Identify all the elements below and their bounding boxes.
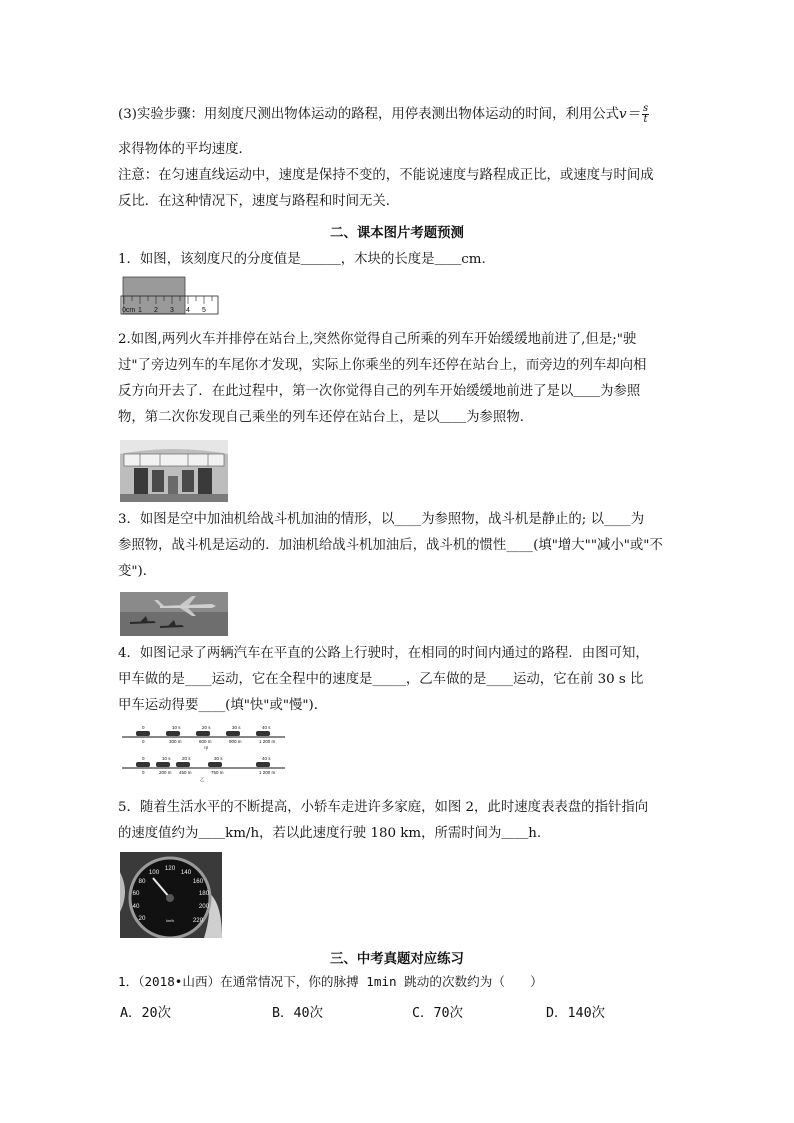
track-label: 甲 <box>204 746 209 751</box>
aerial-refueling-image <box>120 592 228 636</box>
distance-label: 600 m <box>199 739 212 744</box>
dial-number: 60 <box>132 890 140 897</box>
train-interior-image <box>120 440 228 502</box>
two-cars-diagram <box>120 722 290 782</box>
time-label: 30 s <box>214 756 223 761</box>
distance-label: 750 m <box>211 770 224 775</box>
distance-label: 0 <box>142 739 145 744</box>
option-b: B．40次 <box>272 1006 323 1021</box>
track-label: 乙 <box>200 777 205 782</box>
question-4-line-3: 甲车运动得要____(填"快"或"慢")． <box>118 698 328 713</box>
ruler-figure <box>120 276 220 316</box>
distance-label: 300 m <box>169 739 182 744</box>
ruler-label: 0cm <box>122 307 136 314</box>
time-label: 40 s <box>262 725 271 730</box>
formula-fraction <box>642 104 649 125</box>
time-label: 40 s <box>262 756 271 761</box>
question-2-line-2: 过"了旁边列车的车尾你才发现，实际上你乘坐的列车还停在站台上，而旁边的列车却向相 <box>118 358 647 373</box>
dial-unit: km/h <box>166 919 174 923</box>
track-yi <box>122 756 285 782</box>
time-label: 10 s <box>162 756 171 761</box>
dial-number: 220 <box>192 917 204 924</box>
step3-text: (3)实验步骤：用刻度尺测出物体运动的路程，用停表测出物体运动的时间，利用公式 <box>118 107 620 122</box>
question-3-line-1: 3．如图是空中加油机给战斗机加油的情形，以____为参照物，战斗机是静止的; 以____为 <box>118 512 645 527</box>
dial-number: 120 <box>164 865 176 872</box>
dial-number: 80 <box>138 878 146 885</box>
ruler-label: 4 <box>186 307 190 314</box>
track-jia <box>122 725 285 752</box>
question-2-line-4: 物，第二次你发现自己乘坐的列车还停在站台上，是以＿＿为参照物． <box>118 410 534 425</box>
question-2-line-1: 2.如图,两列火车并排停在站台上,突然你觉得自己所乘的列车开始缓缓地前进了,但是;"驶 <box>118 332 637 347</box>
step3-line-2: 求得物体的平均速度． <box>118 142 252 157</box>
option-a: A．20次 <box>120 1006 171 1021</box>
question-4-line-1: 4．如图记录了两辆汽车在平直的公路上行驶时，在相同的时间内通过的路程．由图可知， <box>118 646 649 661</box>
time-label: 20 s <box>182 756 191 761</box>
option-d: D．140次 <box>546 1006 606 1021</box>
time-label: 0 <box>142 725 145 730</box>
speedometer-image <box>120 852 222 938</box>
dial-number: 140 <box>180 869 192 876</box>
ruler-label: 3 <box>170 307 174 314</box>
distance-label: 1 200 m <box>259 770 276 775</box>
formula-denominator: t <box>643 114 648 125</box>
option-c: C．70次 <box>412 1006 463 1021</box>
step3-line <box>118 104 678 125</box>
question-3-line-2: 参照物，战斗机是运动的．加油机给战斗机加油后，战斗机的惯性____(填"增大""减小"或"不 <box>118 538 663 553</box>
distance-label: 1 200 m <box>259 739 276 744</box>
question-3-line-3: 变")． <box>118 564 157 579</box>
dial-number: 160 <box>192 878 204 885</box>
time-label: 30 s <box>232 725 241 730</box>
ruler-label: 5 <box>202 307 206 314</box>
exam-question-1: 1．（2018•山西）在通常情况下，你的脉搏 1min 跳动的次数约为（ ） <box>118 974 543 989</box>
dial-number: 40 <box>132 903 140 910</box>
dial-number: 200 <box>198 903 210 910</box>
time-label: 20 s <box>202 725 211 730</box>
formula-v: v＝ <box>619 107 640 122</box>
ruler-label: 2 <box>154 307 158 314</box>
dial-number: 100 <box>148 869 160 876</box>
distance-label: 900 m <box>229 739 242 744</box>
section-heading-3: 三、中考真题对应练习 <box>330 951 464 967</box>
distance-label: 0 <box>142 770 145 775</box>
question-1-text: 1．如图，该刻度尺的分度值是＿＿＿，木块的长度是＿＿cm. <box>118 252 486 267</box>
time-label: 0 <box>142 756 145 761</box>
dial-number: 180 <box>198 890 210 897</box>
question-5-line-2: 的速度值约为＿＿km/h，若以此速度行驶 180 km，所需时间为＿＿h. <box>118 826 542 841</box>
distance-label: 450 m <box>179 770 192 775</box>
distance-label: 200 m <box>159 770 172 775</box>
note-line-1: 注意：在匀速直线运动中，速度是保持不变的，不能说速度与路程成正比，或速度与时间成 <box>118 168 654 183</box>
question-4-line-2: 甲车做的是____运动，它在全程中的速度是_____，乙车做的是____运动，它在前 30 s 比 <box>118 672 644 687</box>
time-label: 10 s <box>172 725 181 730</box>
section-heading-2: 二、课本图片考题预测 <box>330 225 464 241</box>
note-line-2: 反比．在这种情况下，速度与路程和时间无关． <box>118 194 400 209</box>
formula-numerator: s <box>643 103 649 114</box>
question-2-line-3: 反方向开去了．在此过程中，第一次你觉得自己的列车开始缓缓地前进了是以＿＿为参照 <box>118 384 641 399</box>
question-5-line-1: 5．随着生活水平的不断提高，小轿车走进许多家庭，如图 2，此时速度表表盘的指针指向 <box>118 800 649 815</box>
ruler-label: 1 <box>138 307 142 314</box>
dial-number: 20 <box>138 915 146 922</box>
